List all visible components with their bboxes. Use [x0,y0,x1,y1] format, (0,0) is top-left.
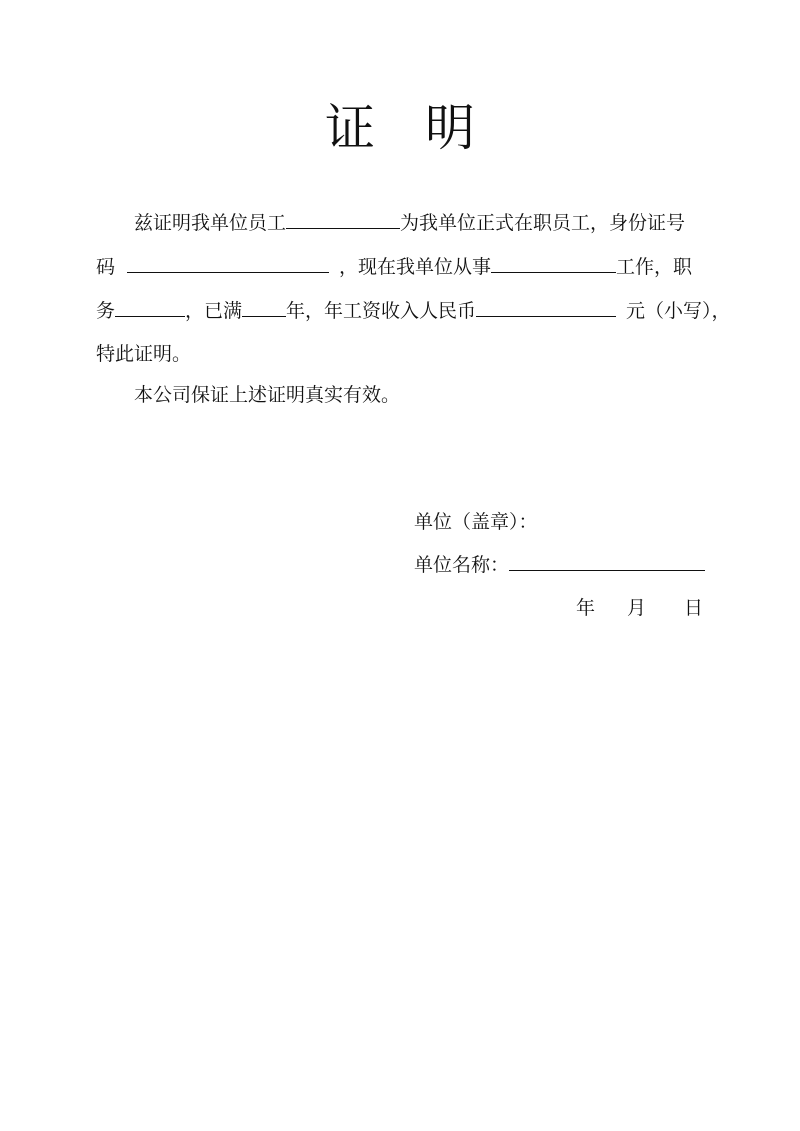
employee-name-blank[interactable] [286,209,400,229]
paragraph-line-1 [134,208,685,238]
paragraph-line-2 [96,252,692,282]
years-blank[interactable] [242,297,286,317]
text-code: 码 [96,256,116,278]
date-month-label: 月 [627,597,647,619]
title-char-1: 证 [325,99,375,157]
text-duty: 务 [96,300,116,322]
paragraph-line-3 [96,296,731,326]
company-name-row [414,550,705,580]
seal-label: 单位（盖章）： [414,511,538,533]
company-name-label: 单位名称： [414,554,510,576]
salary-blank[interactable] [476,297,616,317]
date-day-label: 日 [684,597,704,619]
date-year-label: 年 [576,597,596,619]
title-char-2: 明 [425,99,475,157]
text-employee-intro: 兹证明我单位员工 [134,212,287,234]
text-formal-employee: 为我单位正式在职员工，身份证号 [400,212,686,234]
text-engaged-in: ，现在我单位从事 [339,256,492,278]
date-row [576,593,703,623]
page-title [0,92,800,164]
position-blank[interactable] [115,297,185,317]
text-work-position: 工作，职 [616,256,693,278]
paragraph-2 [134,380,400,410]
job-work-blank[interactable] [491,253,616,273]
paragraph-line-4 [96,339,191,369]
text-hereby-certify: 特此证明。 [96,343,192,365]
text-already-full: ，已满 [185,300,243,322]
text-guarantee: 本公司保证上述证明真实有效。 [134,384,401,406]
text-annual-salary: 年，年工资收入人民币 [286,300,477,322]
text-yuan-lowercase: 元（小写）， [626,300,731,322]
company-name-blank[interactable] [509,551,705,571]
id-number-blank[interactable] [127,253,329,273]
